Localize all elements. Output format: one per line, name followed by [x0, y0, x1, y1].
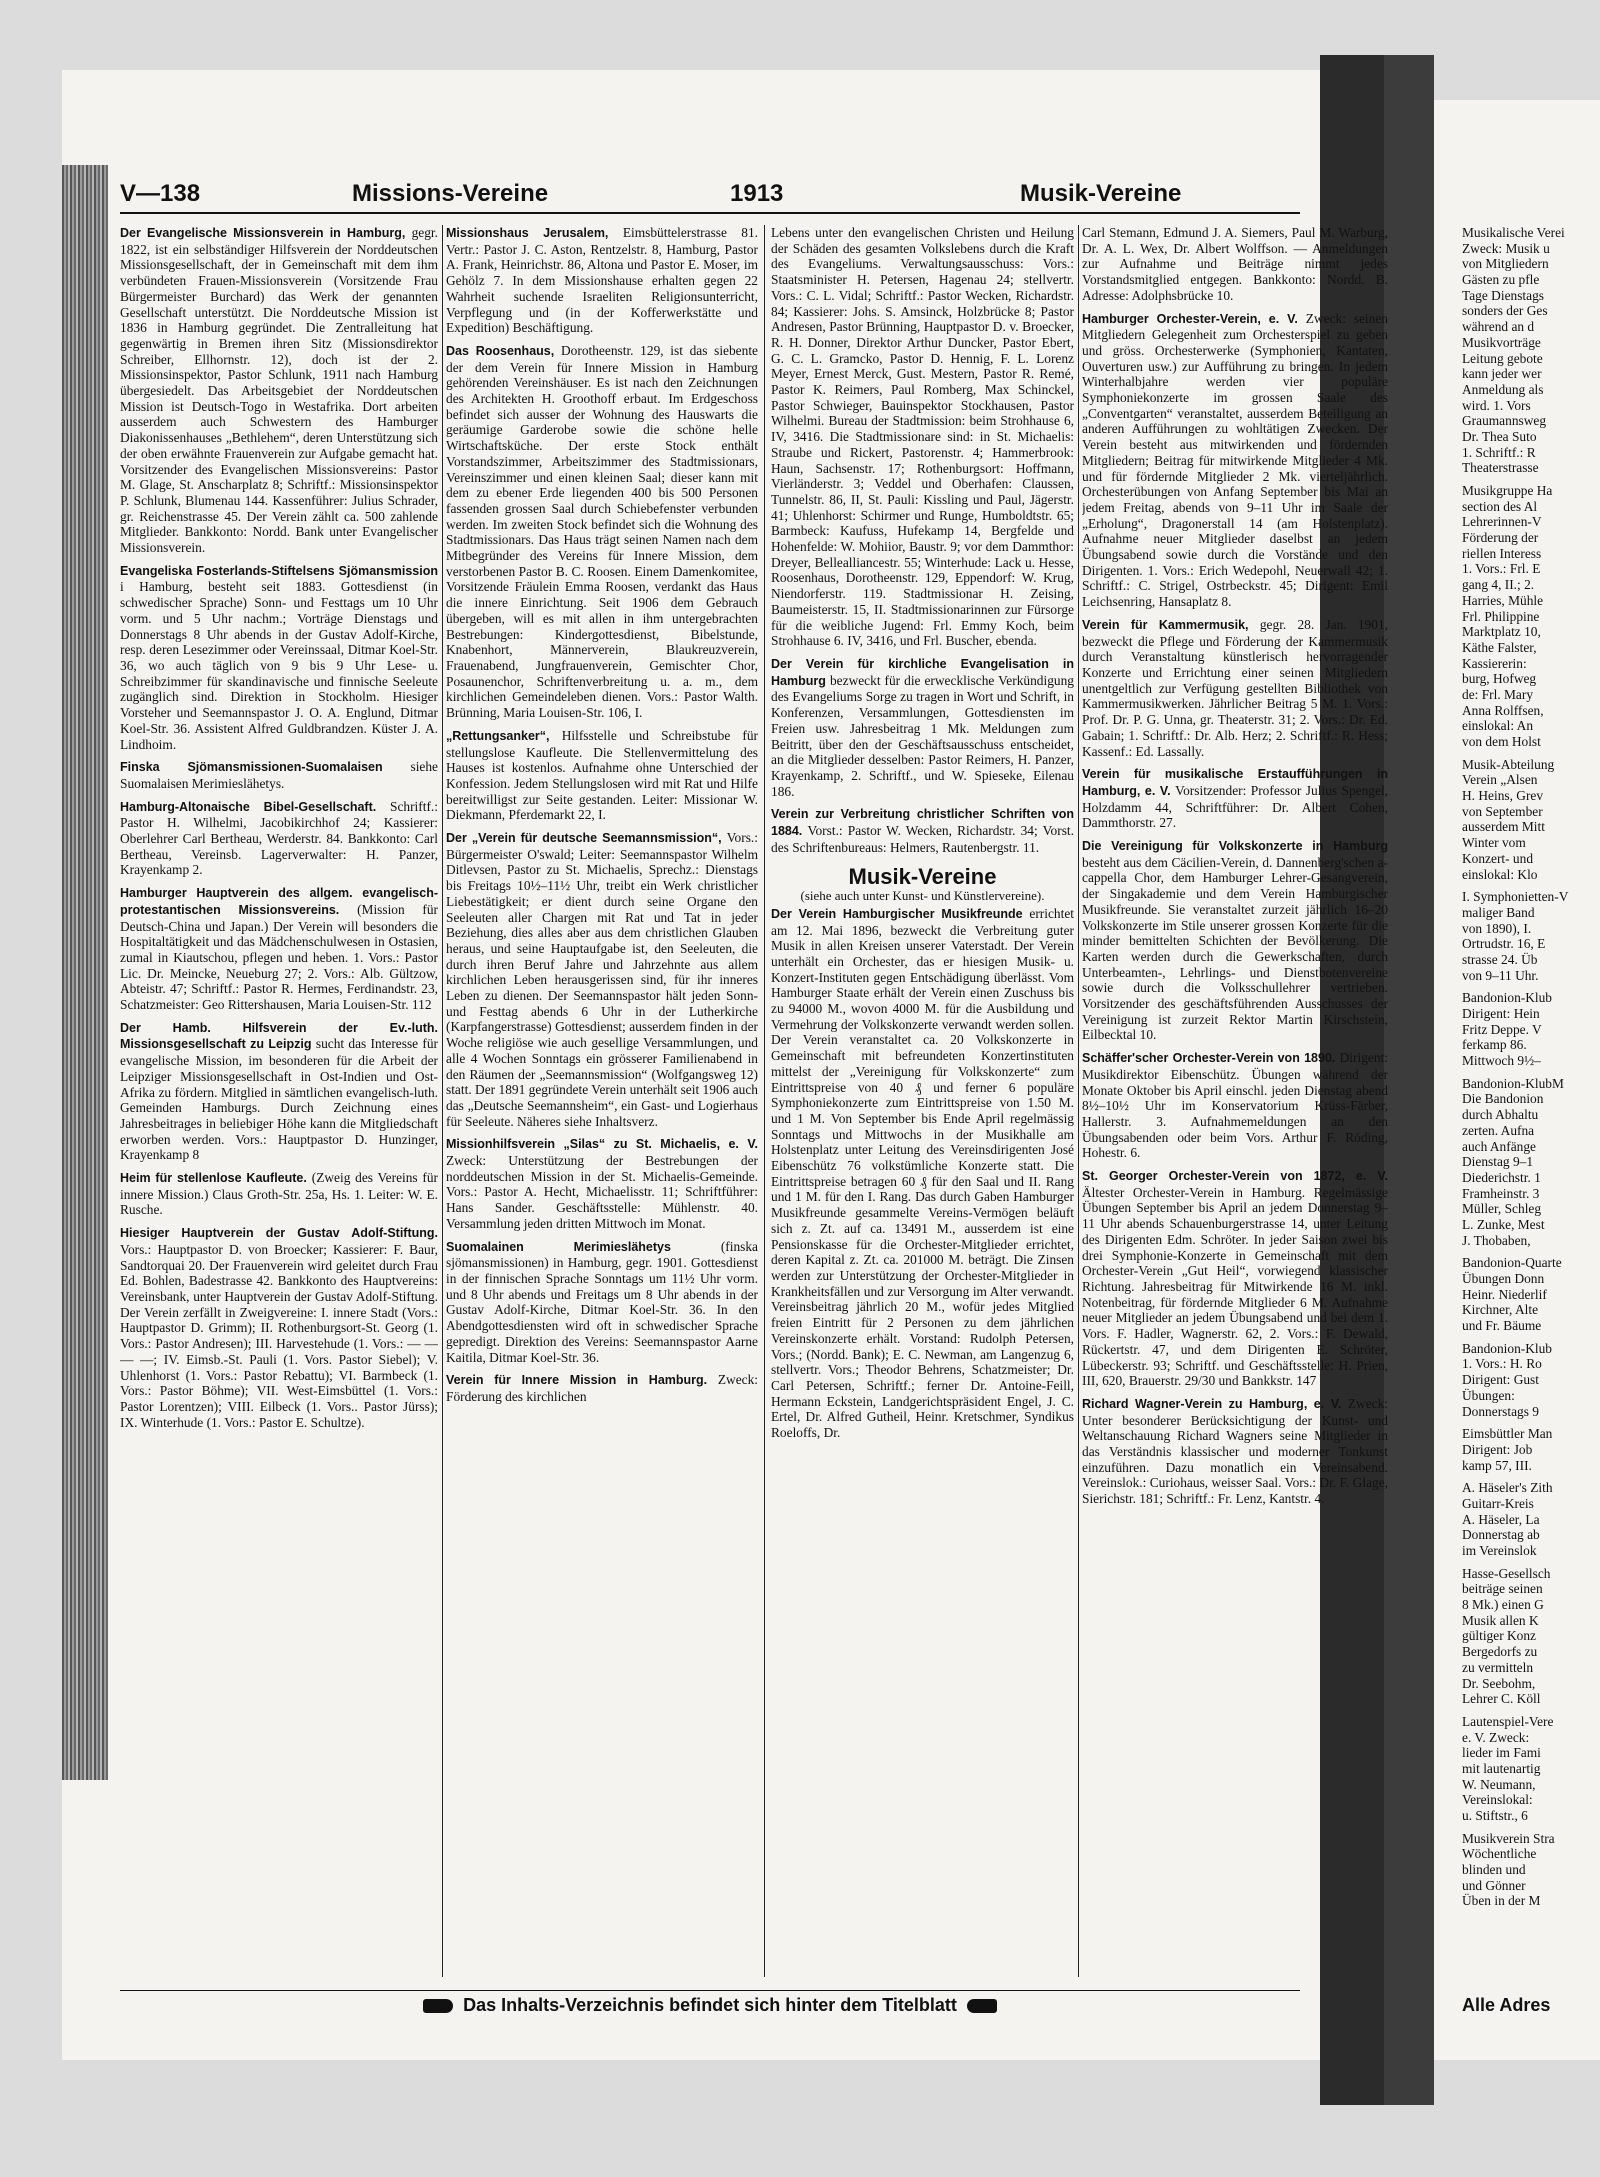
fragment-line: Lautenspiel-Vere — [1462, 1713, 1554, 1729]
entry-text: (finska sjömansmissionen) in Hamburg, gegr. 1901. Gottesdienst in der finnischen Sprache Sonntags um 11½ Uhr vorm. und 8 Uhr abends und Freitags um 8 Uhr abends in der Gustav Adolf-Kirche, Ditmar Koel-Str. 36. In den Abendgottesdiensten wird oft in schwedischer Sprache gepredigt. Direktion des Vereins: Seemannspastor Aarne Kaitila, Ditmar Koel-Str. 36. — [446, 1238, 758, 1365]
fragment-line: Musik allen K — [1462, 1612, 1539, 1628]
fragment-line: Theaterstrasse — [1462, 460, 1539, 476]
fragment-line: 1. Schriftf.: R — [1462, 444, 1536, 460]
running-head — [120, 178, 1300, 214]
column-rule — [1078, 225, 1079, 1977]
directory-entry — [446, 830, 758, 1129]
fragment-line: von Mitgliedern — [1462, 256, 1549, 272]
fragment-line: auch Anfänge — [1462, 1138, 1536, 1154]
directory-entry — [771, 656, 1074, 799]
fragment-line: Verein „Alsen — [1462, 772, 1538, 788]
fragment-line: 8 Mk.) einen G — [1462, 1597, 1544, 1613]
fragment-line: burg, Hofweg — [1462, 671, 1537, 687]
directory-entry — [1082, 1168, 1388, 1389]
fragment-line: H. Heins, Grev — [1462, 788, 1544, 804]
column-3 — [771, 225, 1074, 1980]
fragment-line: Dienstag 9–1 — [1462, 1154, 1534, 1170]
directory-entry — [446, 1372, 758, 1404]
directory-entry — [1082, 766, 1388, 831]
fragment-line: Kirchner, Alte — [1462, 1302, 1539, 1318]
fragment-line: Dirigent: Job — [1462, 1441, 1533, 1457]
column-1 — [120, 225, 438, 1980]
fragment-line: Guitarr-Kreis — [1462, 1495, 1534, 1511]
directory-entry — [1082, 838, 1388, 1043]
fragment-line: u. Stiftstr., 6 — [1462, 1808, 1528, 1823]
entry-text: errichtet am 12. Mai 1896, bezweckt die Verbreitung guter Musik in allen Kreisen unserer Vaterstadt. Der Verein unterhält ein Orchester, das er hiesigen Musik- u. Konzert-Instituten gegen Entschädigung überlässt. Vom Hamburger Staate erhält der Verein einen Zuschuss bis zu 94000 M., wovon 4000 M. für die Ausbildung und Vermehrung der Volkskonzerte verwandt werden sollen. Der Verein veranstaltet ca. 20 Volkskonzerte in Gemeinschaft mit befreundeten Konzertinstituten mittelst der „Vereinigung für Volkskonzerte“ zum Eintrittspreise von 40 ₰ und ferner 6 populäre Symphoniekonzerte zum Eintrittspreise von 1.50 M. und 1 M. Von September bis Ende April regelmässig Sonntags und Mittwochs in der Musikhalle am Holstenplatz unter Leitung des Vereinsdirigenten José Eibenschütz 76 volkstümliche Konzerte statt. Die Eintrittspreise betragen 60 ₰ für den Saal und II. Rang und 1 M. für den I. Rang. Das durch Gaben Hamburger Musikfreunde gesammelte Vereins-Vermögen beläuft sich z. Zt. auf ca. 13491 M., ausserdem ist eine Pensionskasse für die Orchester-Mitglieder errichtet, deren Kapital z. Zt. ca. 201000 M. beträgt. Die Zinsen werden zur Unterstützung der Orchester-Mitglieder in Krankheitsfällen und zur Versorgung im Alter verwandt. Vereinsbeitrag jährlich 20 M., wofür jedes Mitglied freien Eintritt für 2 Personen zu dem jährlichen Vereinskonzerte erhält. Vorstand: Rudolph Petersen, Vors.; (Nordd. Bank); E. C. Newman, am Langenzug 6, stellvertr. Vors.; Theodor Behrens, Schatzmeister; Dr. Carl Petersen, Schriftf.; ferner Dr. Antoine-Feill, Hermann Eckstein, Landgerichtspräsident Engel, J. C. Ertel, Dr. Alfred Gutheil, Heinr. Kretschmer, Syndikus Roeloffs, Dr. — [771, 905, 1074, 1441]
fragment-line: W. Neumann, — [1462, 1776, 1536, 1792]
fragment-line: zerten. Aufna — [1462, 1122, 1535, 1138]
fragment-line — [1462, 1419, 1600, 1426]
fragment-line: ausserdem Mitt — [1462, 819, 1545, 835]
fragment-line: Frl. Philippine — [1462, 608, 1540, 624]
fragment-line: Donnerstag ab — [1462, 1527, 1540, 1543]
fragment-line: Käthe Falster, — [1462, 639, 1537, 655]
entry-title: Schäffer'scher Orchester-Verein von 1890. — [1082, 1051, 1340, 1066]
directory-entry — [446, 728, 758, 823]
fragment-line: Gästen zu pfle — [1462, 272, 1540, 288]
directory-entry — [446, 343, 758, 721]
entry-text: Zweck: Unter besonderer Berücksichtigung der Kunst- und Weltanschauung Richard Wagners seine Mitglieder in das Verständnis klassischer und moderner Tonkunst einzuführen. Dazu monatlich ein Vereinsabend. Vereinslok.: Curiohaus, weisser Saal. Vors.: Dr. F. Glage, Sierichstr. 181; Schriftf.: Fr. Lenz, Kantstr. 4. — [1082, 1395, 1388, 1507]
fragment-line — [1462, 983, 1600, 990]
fragment-line: einslokal: An — [1462, 718, 1534, 734]
section-note: (siehe auch unter Kunst- und Künstlervereine). — [800, 888, 1045, 904]
fragment-line: Bandonion-KlubM — [1462, 1075, 1564, 1091]
right-section-title: Musik-Vereine — [1020, 180, 1182, 207]
fragment-line: Lehrerinnen-V — [1462, 514, 1542, 530]
fragment-line: gültiger Konz — [1462, 1628, 1537, 1644]
fragment-line: von September — [1462, 803, 1543, 819]
entry-text: Ältester Orchester-Verein in Hamburg. Regelmässige Übungen September bis April an jedem Donnerstag 9–11 Uhr abends Schauenburgerstrasse 14, unter Leitung des Dirigenten Edm. Schröter. In jeder Saison zwei bis drei Symphonie-Konzerte in Gemeinschaft mit dem Orchester-Verein „Gut Heil“, vorwiegend klassischer Richtung. Jahresbeitrag für Mitwirkende 16 M. inkl. Notenbeitrag, für fördernde Mitglieder 6 M. Aufnahme neuer Mitglieder an jedem Übungsabend und bei dem 1. Vors. F. Hadler, Wagnerstr. 62, 2. Vors.: F. Dewald, Rückertstr. 47, und dem Dirigenten E. Schröter, Lübeckerstr. 93; Schriftf. und Geschäftsstelle: H. Prien, III, 620, Brauerstr. 29/30 und Bankkstr. 147 — [1082, 1184, 1388, 1389]
fragment-line: und Fr. Bäume — [1462, 1318, 1542, 1334]
fragment-line: von 9–11 Uhr. — [1462, 967, 1539, 983]
left-section-title: Missions-Vereine — [352, 180, 549, 207]
entry-text: Zweck: Förderung des kirchlichen — [446, 1372, 758, 1404]
fragment-line — [1462, 1559, 1600, 1566]
entry-title: Der Verein für kirchliche Evangelisation in Hamburg — [771, 656, 1074, 688]
directory-entry — [120, 1020, 438, 1163]
right-page-footer: Alle Adres — [1462, 1995, 1551, 2015]
entry-text: Vorsitzender: Professor Julius Spengel, Holzdamm 44, Schriftführer: Dr. Albert Cohen, Dammthorstr. 27. — [1082, 782, 1388, 831]
entry-text: siehe Suomalaisen Merimieslähetys. — [120, 759, 438, 791]
entry-text: i Hamburg, besteht seit 1883. Gottesdienst (in schwedischer Sprache) Sonn- und Festtags um 10 Uhr vorm. und 5 Uhr nachm.; Vorträge Dienstags und Donnerstags 8 Uhr abends in der Gustav Adolf-Kirche, resp. deren Lesezimmer oder Vereinssaal, Ditmar Koel-Str. 36, wo auch täglich von 9 bis 9 Uhr Lese- u. Schreibzimmer für skandinavische und finnische Seeleute zugänglich sind. Direktion in Stockholm. Hiesiger Vorsteher und Seemannspastor J. O. A. Englund, Ditmar Koel-Str. 36. Assistent Alfred Guldbrandzen. Küster J. A. Lindhoim. — [120, 579, 438, 752]
fragment-line: Bergedorfs zu — [1462, 1644, 1538, 1660]
fragment-line: Müller, Schleg — [1462, 1201, 1542, 1217]
fragment-line: kann jeder wer — [1462, 366, 1542, 382]
fragment-line: Bandonion-Klub — [1462, 990, 1553, 1006]
right-page-column — [1462, 225, 1600, 1985]
entry-text: gegr. 1822, ist ein selbständiger Hilfsverein der Norddeutschen Missionsgesellschaft, der in Gemeinschaft mit dem ihm verbündeten Frauen-Missionsverein (Vorsitzende Frau Bürgermeister Burchard) das Werk der genannten Gesellschaft unterstützt. Die Norddeutsche Mission ist 1836 in Hamburg gegründet. Die Zentralleitung hat gegenwärtig in Bremen ihren Sitz (Missionsdirektor Schreiber, Ellhornstr. 12), doch ist der 2. Missionsinspektor, Pastor Schlunk, 1911 nach Hamburg übergesiedelt. Das Arbeitsgebiet der Norddeutschen Mission ist Deutsch-Togo in Westafrika. Dort arbeiten ausserdem auch Schwestern des Hamburger Diakonissenhauses „Bethlehem“, deren Unterstützung sich der oben erwähnte Frauenverein zur Aufgabe gemacht hat. Vorsitzender des Evangelischen Missionsvereins: Pastor M. Glage, St. Anscharplatz 8; Schriftf.: Missionsinspektor P. Schlunk, Blumenau 144. Kassenführer: Julius Schrader, gr. Reichenstrasse 45. Der Verein zählt ca. 500 zahlende Mitglieder. Bankkonto: Nordd. Bank unter Evangelischer Missionsverein. — [120, 225, 438, 556]
entry-text: Schriftf.: Pastor H. Wilhelmi, Jacobikirchhof 24; Kassierer: Oberlehrer Carl Bertheau, Werderstr. 84. Bankkonto: Carl Bertheau, Vereinsb. Lagerverwalter: H. Panzer, Krayenkamp 2. — [120, 798, 438, 878]
fragment-line: zu vermitteln — [1462, 1659, 1534, 1675]
fragment-line: Kassiererin: — [1462, 655, 1527, 671]
directory-entry — [120, 563, 438, 752]
fragment-line: Mittwoch 9½– — [1462, 1053, 1541, 1069]
entry-title: Der „Verein für deutsche Seemannsmission“, — [446, 831, 727, 846]
fragment-line: Ortrudstr. 16, E — [1462, 936, 1546, 952]
book-gutter-shadow — [1384, 55, 1434, 2105]
fragment-line: 1. Vors.: Frl. E — [1462, 561, 1541, 577]
fragment-line: und Gönner — [1462, 1877, 1526, 1893]
entry-title: Verein für Innere Mission in Hamburg. — [446, 1373, 718, 1388]
directory-entry — [120, 1170, 438, 1218]
entry-text: bezweckt für die erwecklische Verkündigung des Evangeliums Sorge zu tragen in Wort und Schrift, in Konferenzen, Versammlungen, Gottesdiensten im Freien usw. Jahresbeitrag 1 Mk. Meldungen zum Beitritt, über den der Geschäftsausschuss entscheidet, an die Mitglieder desselben: Pastor Reimers, H. Panzer, Krayenkamp, 2. Schriftf., und W. Spieseke, Eilenau 186. — [771, 672, 1074, 799]
page-edge-binding — [62, 165, 108, 1780]
directory-entry — [120, 885, 438, 1013]
entry-title: Hamburger Hauptverein des allgem. evangelisch-protestantischen Missionsvereins. — [120, 886, 438, 917]
entry-text: gegr. 28. Jan. 1901, bezweckt die Pflege und Förderung der Kammermusik durch Veranstaltung künstlerisch hervorragender Konzerte und Errichtung einer seinen Mitgliedern unentgeltlich zur Verfügung gestellten Bibliothek von Kammermusikwerken. Jährlicher Beitrag 5 M. 1. Vors.: Prof. Dr. P. G. Unna, gr. Theaterstr. 31; 2. Vors.: Dr. Ed. Gabain; 1. Schriftf.: Dr. Alb. Herz; 2. Schriftf.: R. Hess; Kassenf.: Ed. Lassally. — [1082, 616, 1388, 759]
fragment-line: L. Zunke, Mest — [1462, 1216, 1545, 1232]
fragment-line: Bandonion-Quarte — [1462, 1255, 1562, 1271]
fragment-line: Harries, Mühle — [1462, 592, 1544, 608]
entry-text: Vorst.: Pastor W. Wecken, Richardstr. 34; Vorst. des Schriftenbureaus: Helmers, Rautenbergstr. 11. — [771, 823, 1074, 855]
section-title: Musik-Vereine — [848, 864, 997, 890]
fragment-line: Förderung der — [1462, 530, 1539, 546]
directory-entry — [771, 806, 1074, 855]
fragment-line: Musikverein Stra — [1462, 1830, 1555, 1846]
fragment-line: von dem Holst — [1462, 734, 1541, 749]
entry-text: Lebens unter den evangelischen Christen und Heilung der Schäden des gesamten Volkslebens durch die Kraft des Evangeliums. Verwaltungsausschuss: Vors.: Staatsminister H. Petersen, Hagenau 24; stellvertr. Vors.: C. L. Vidal; Schriftf.: Pastor Wecken, Richardstr. 84; Kassierer: Johs. S. Amsinck, Holzbrücke 8; Pastor Andresen, Pastor Brünning, Hauptpastor D. v. Broecker, R. H. Donner, Direktor Arthur Duncker, Pastor Ebert, G. C. L. Gramcko, Pastor D. Hennig, F. L. Lorenz Meyer, Ernest Merck, Gust. Mestern, Pastor R. Remé, Pastor K. Reimers, Paul Romberg, Max Schinckel, Pastor Schwieger, Bauinspektor Stockhausen, Pastor Wilhelmi. Bureau der Stadtmission: beim Strohhause 6, IV, 3416. Die Stadtmissionare sind: in St. Michaelis: Straube und Rickert, Pastorenstr. 4; Hammerbrook: Haun, Sachsenstr. 17; Rothenburgsort: Hoffmann, Vierländerstr. 3; Veddel und Oberhafen: Claussen, Tunnelstr. 86, II, St. Pauli: Kissling und Paul, Jägerstr. 41; Uhlenhorst: Schirmer und Runge, Humboldtstr. 65; Barmbeck: Kaufuss, Hufekamp 14, Bergfelde und Hohenfelde: W. Mohiior, Baustr. 9; vor dem Dammthor: Dreyer, Bellealliancestr. 55; Winterhude: Lack u. Hesse, Roosenhaus, Dorotheenstr. 129, Eppendorf: W. Krug, Niendorferstr. 119. Stadtmissionar H. Zeising, Baumeisterstr. 15, II. Stadtmissionarinnen zur Fürsorge für die weibliche Jugend: Frl. Emmy Koch, beim Strohhause 6. IV, 3416, und Frl. Buscher, ebenda. — [771, 225, 1074, 649]
fragment-line: 1. Vors.: H. Ro — [1462, 1356, 1542, 1372]
page-number: V—138 — [120, 180, 201, 207]
fragment-line — [1462, 1707, 1600, 1714]
fragment-line — [1462, 882, 1600, 889]
fragment-line: wird. 1. Vors — [1462, 397, 1531, 413]
fragment-line: Framheinstr. 3 — [1462, 1185, 1540, 1201]
directory-entry — [1082, 617, 1388, 759]
fragment-line: von 1890), I. — [1462, 920, 1532, 936]
entry-text: Dirigent: Musikdirektor Eibenschütz. Übungen während der Monate Oktober bis April einschl. jeden Dienstag abend 8½–10½ Uhr im Konservatorium Krüss-Färber, Hallerstr. 3. Aufnahmemeldungen an den Übungsabenden oder beim Vors. Arthur F. Röding, Hohestr. 6. — [1082, 1050, 1388, 1161]
fragment-line — [1462, 1334, 1600, 1341]
year: 1913 — [730, 180, 784, 207]
fragment-line: strasse 24. Üb — [1462, 951, 1538, 967]
fragment-line: beiträge seinen — [1462, 1581, 1543, 1597]
directory-entry — [120, 799, 438, 879]
entry-text: Zweck: Unterstützung der Bestrebungen der norddeutschen Mission in der St. Michaelis-Gemeinde. Vors.: Pastor A. Hecht, Michaelisstr. 11; Schriftführer: Hans Sander. Geschäftsstelle: Mühlenstr. 40. Versammlung jeden dritten Mittwoch im Monat. — [446, 1153, 758, 1231]
directory-entry — [446, 1136, 758, 1231]
entry-text: Dorotheenstr. 129, ist das siebente der dem Verein für Innere Mission in Hamburg gehörenden Vereinshäuser. Es ist nach den Zeichnungen des Architekten H. Groothoff erbaut. Im Erdgeschoss befindet sich ausser der Wohnung des Hauswarts die geräumige Garderobe sowie die schöne helle Wirtschaftsküche. Der erste Stock enthält Vorstandszimmer, Arbeitszimmer des Stadtmissionars, Vereinszimmer und einen kleinen Saal; dieser kann mit dem zu ebener Erde liegenden 400 bis 500 Personen fassenden grossen Saal durch Schiebefenster verbunden werden. Im zweiten Stock befindet sich die Wohnung des Stadtmissionars. Das Haus trägt seinen Namen nach dem Mitbegründer des Vereins für Innere Mission, dem verstorbenen Pastor B. C. Roosen. Einem Damenkomitee, Vorsitzende Fräulein Emma Roosen, verdankt das Haus die innere Einrichtung. Seit 1906 dem Gebrauch übergeben, will es mit allen in ihm untergebrachten Bestrebungen: Kindergottesdienst, Bibelstunde, Knabenhort, Männerverein, Blaukreuzverein, Frauenabend, Jungfrauenverein, Gemischter Chor, Posaunenchor, Schriftenverbreitung u. a. m., dem kirchlichen Gemeindeleben dienen. Vors.: Pastor Walth. Brünning, Maria Louisen-Str. 106, I. — [446, 342, 758, 721]
fragment-line: sonders der Ges — [1462, 303, 1548, 319]
entry-title: Der Hamb. Hilfsverein der Ev.-luth. Missionsgesellschaft zu Leipzig — [120, 1020, 438, 1052]
fragment-line: Bandonion-Klub — [1462, 1340, 1553, 1356]
entry-text: besteht aus dem Cäcilien-Verein, d. Dannenberg'schen a-cappella Chor, dem Hamburger Lehrer-Gesangverein, der Singakademie und dem Verein Hamburgischer Musikfreunde. Sie veranstaltet zurzeit jährlich 16–20 Volkskonzerte im Stile unserer grossen Konzerte für die minder bemittelten Schichten der Bevölkerung. Die Karten werden durch die Gewerkschaften, durch Unterbeamten-, Lehrlings- und Dienstbotenvereine sowie durch die Volksschullehrer vertrieben. Vorsitzender des geschäftsführenden Ausschusses der Vereinigung ist zurzeit Rektor Martin Kirschstein, Eilbecktal 10. — [1082, 854, 1388, 1043]
fragment-line: Graumannsweg — [1462, 413, 1547, 429]
entry-title: Hamburg-Altonaische Bibel-Gesellschaft. — [120, 799, 391, 814]
directory-entry — [1082, 311, 1388, 610]
entry-text: Vors.: Bürgermeister O'swald; Leiter: Seemannspastor Wilhelm Ditlevsen, Pastor zu St. Michaelis, Sprechz.: Dienstags bis Freitags 10½–11½ Uhr, treibt ein Werk christlicher Liebestätigkeit; er dient durch seine Organe den Seeleuten aller Chargen mit Rat und Tat in jeder Beziehung, dies alles aber aus dem christlichen Glauben heraus, und seine Hauptaufgabe ist, den Seeleuten, die durch ihren Beruf Jahre und Jahrzehnte aus allem kirchlichen Leben herausgerissen sind, für ihr inneres Leben zu dienen. Der Seemannspastor hält jeden Sonn- und Festtag abends 6 Uhr in der Lutherkirche (Karpfangerstrasse) Gottesdienst; ausserdem finden in der Woche religiöse wie auch gesellige Versammlungen, und alle 4 Wochen Sonntags ein grösserer Familienabend in den Räumen der „Seemannsmission“ (Wolfgangsweg 12) statt. Der 1891 gegründete Verein unterhält seit 1906 auch das „Deutsche Seemannsheim“, ein Gast- und Logierhaus für Seeleute. Näheres siehe Inhaltsverz. — [446, 830, 758, 1129]
fragment-line: durch Abhaltu — [1462, 1107, 1539, 1123]
fragment-line: Musikgruppe Ha — [1462, 483, 1553, 498]
entry-title: Verein zur Verbreitung christlicher Schriften von 1884. — [771, 807, 1074, 839]
fragment-line: Übungen Donn — [1462, 1271, 1545, 1286]
fragment-line: blinden und — [1462, 1862, 1526, 1878]
fragment-line — [1462, 1473, 1600, 1480]
fragment-line: gang 4, II.; 2. — [1462, 577, 1535, 593]
column-2 — [446, 225, 758, 1980]
entry-title: Missionhilfsverein „Silas“ zu St. Michaelis, e. V. — [446, 1137, 758, 1152]
right-page-fragment — [1434, 100, 1600, 2060]
entry-title: Der Evangelische Missionsverein in Hamburg, — [120, 226, 412, 240]
fragment-line: Die Bandonion — [1462, 1091, 1544, 1107]
fragment-line: Tage Dienstags — [1462, 287, 1544, 303]
fragment-line: ferkamp 86. — [1462, 1037, 1527, 1053]
fragment-line: kamp 57, III. — [1462, 1457, 1532, 1473]
fragment-line: im Vereinslok — [1462, 1543, 1537, 1558]
entry-title: Der Verein Hamburgischer Musikfreunde — [771, 906, 1030, 921]
fragment-line: Wöchentliche — [1462, 1846, 1537, 1862]
fragment-line: de: Frl. Mary — [1462, 686, 1534, 702]
entry-title: „Rettungsanker“, — [446, 728, 562, 743]
entry-title: Verein für Kammermusik, — [1082, 617, 1260, 632]
fragment-line: Hasse-Gesellsch — [1462, 1565, 1551, 1581]
fragment-line: Dr. Thea Suto — [1462, 428, 1537, 444]
fragment-line — [1462, 1248, 1600, 1255]
entry-title: Finska Sjömansmissionen-Suomalaisen — [120, 760, 411, 775]
fragment-line: Lehrer C. Köll — [1462, 1691, 1541, 1707]
fragment-line: einslokal: Klo — [1462, 866, 1538, 882]
pointing-hand-icon — [423, 1999, 453, 2013]
fragment-line: Fritz Deppe. V — [1462, 1021, 1542, 1037]
directory-entry — [120, 759, 438, 791]
column-rule — [442, 225, 443, 1977]
fragment-line: Dr. Seebohm, — [1462, 1675, 1536, 1691]
directory-entry — [771, 906, 1074, 1441]
fragment-line: Musikvorträge — [1462, 334, 1541, 350]
fragment-line: riellen Interess — [1462, 545, 1542, 561]
fragment-line: Marktplatz 10, — [1462, 624, 1541, 640]
fragment-line: Üben in der M — [1462, 1893, 1541, 1909]
directory-entry — [120, 225, 438, 556]
entry-text: sucht das Interesse für evangelische Mission, im besonderen für die Arbeit der Leipziger Missionsgesellschaft in Ost-Indien und Ost-Afrika zu fördern. Mitglied in sämtlichen evangelisch-luth. Gemeinden Hamburgs. Durch Zeichnung eines Jahresbeitrages in beliebiger Höhe kann die Mitgliedschaft erworben werden. Vors.: Hauptpastor D. Hunzinger, Krayenkamp 8 — [120, 1036, 438, 1163]
fragment-line: e. V. Zweck: — [1462, 1729, 1530, 1745]
fragment-line — [1462, 476, 1600, 483]
directory-entry — [1082, 1050, 1388, 1161]
entry-text: Carl Stemann, Edmund J. A. Siemers, Paul M. Warburg, Dr. A. L. Wex, Dr. Albert Wolffson. — Anmeldungen zur Aufnahme und Beiträge nimmt jedes Vorstandsmitglied entgegen. Bankkonto: Nordd. B. Adresse: Adolphsbrücke 10. — [1082, 225, 1388, 303]
directory-entry — [1082, 225, 1388, 304]
directory-entry — [1082, 1396, 1388, 1507]
fragment-line: Anna Rolffsen, — [1462, 702, 1544, 718]
directory-entry — [771, 225, 1074, 649]
fragment-line: Donnerstags 9 — [1462, 1403, 1539, 1419]
entry-title: Suomalainen Merimieslähetys — [446, 1239, 721, 1254]
fragment-line: Leitung gebote — [1462, 350, 1543, 366]
footer-note: Das Inhalts-Verzeichnis befindet sich hinter dem Titelblatt — [463, 1995, 957, 2015]
entry-title: Evangeliska Fosterlands-Stiftelsens Sjömansmission — [120, 563, 438, 578]
fragment-line — [1462, 1824, 1600, 1831]
entry-text: Eimsbüttelerstrasse 81. Vertr.: Pastor J. C. Aston, Rentzelstr. 8, Hamburg, Pastor A. Frank, Heinrichstr. 86, Altona und Pastor E. Moser, im Gehölz 7. In dem Missionshause erhalten gegen 22 Wahrheit suchende Israeliten Religionsunterricht, Verpflegung und (in der Kofferwerkstätte und Expedition) Beschäftigung. — [446, 225, 758, 336]
entry-title: Richard Wagner-Verein zu Hamburg, e. V. — [1082, 1396, 1348, 1411]
fragment-line: I. Symphonietten-V — [1462, 889, 1569, 905]
fragment-line: Heinr. Niederlif — [1462, 1286, 1547, 1302]
fragment-line: Musik-Abteilung — [1462, 756, 1555, 772]
entry-title: Heim für stellenlose Kaufleute. — [120, 1171, 312, 1186]
fragment-line: Zweck: Musik u — [1462, 240, 1550, 256]
fragment-line: Musikalische Verei — [1462, 225, 1565, 240]
entry-text: (Zweig des Vereins für innere Mission.) Claus Groth-Str. 25a, Hs. 1. Leiter: W. E. Rusche. — [120, 1170, 438, 1218]
fragment-line: Übungen: — [1462, 1387, 1515, 1403]
fragment-line: J. Thobaben, — [1462, 1232, 1531, 1248]
entry-text: (Mission für Deutsch-China und Japan.) Der Verein will besonders die Hospitaltätigkeit und das Mädchenschulwesen in Ostasien, zumal in Kiautschou, pflegen und heben. 1. Vors.: Pastor Lic. Dr. Meincke, Neueburg 27; 2. Vors.: Alb. Gültzow, Abteistr. 47; Schriftf.: Pastor R. Hermes, Ferdinandstr. 23, Schatzmeister: Geo Rittershausen, Maria Louisen-Str. 112 — [120, 901, 438, 1013]
fragment-line: Dirigent: Hein — [1462, 1006, 1540, 1021]
entry-text: Vors.: Hauptpastor D. von Broecker; Kassierer: F. Baur, Sandtorquai 20. Der Frauenverein wird geleitet durch Frau Ed. Bohlen, Badestrasse 42. Bankkonto des Hauptvereins: Vereinsbank, unter Hauptverein der Gustav Adolf-Stiftung. Der Verein zerfällt in Zweigvereine: I. innere Stadt (Vors.: Hauptpastor D. Grimm); II. Rothenburgsort-St. Georg (1. Vors.: Pastor Andresen); III. Harvestehude (1. Vors.: — — — —; IV. Eimsb.-St. Pauli (1. Vors. Pastor Siebel); V. Uhlenhorst (1. Vors.: Pastor Rebattu); VI. Barmbeck (1. Vors.: Pastor Böhme); VII. West-Eimsbüttel (1. Vors.: Pastor Lorentzen); VIII. Eilbeck (1. Vors.. Pastor Jürss); IX. Winterhude (1. Vors.: Pastor E. Schultze). — [120, 1241, 438, 1430]
directory-entry — [446, 1239, 758, 1366]
entry-title: Hiesiger Hauptverein der Gustav Adolf-Stiftung. — [120, 1226, 438, 1241]
fragment-line — [1462, 750, 1600, 757]
fragment-line: maliger Band — [1462, 904, 1535, 920]
entry-text: Hilfsstelle und Schreibstube für stellungslose Kaufleute. Die Stellenvermittelung des Hauses ist kostenlos. Aufnahme ohne Unterschied der Konfession. Jedem Stellungslosen wird mit Rat und Hilfe bereitwilligst zur Seite gestanden. Leiter: Missionar W. Diekmann, Pferdemarkt 22, I. — [446, 727, 758, 823]
section-heading — [771, 864, 1074, 904]
page-footer — [120, 1990, 1300, 2023]
entry-text: Zweck: seinen Mitgliedern Gelegenheit zum Orchesterspiel zu geben und gröss. Orchesterwerke (Symphonien, Kantaten, Ouverturen usw.) zur Aufführung zu bringen. In jedem Winterhalbjahre werden vier populäre Symphoniekonzerte im grossen Saale des „Conventgarten“ veranstaltet, ausserdem Beteiligung an anderen Aufführungen zu wohltätigen Zwecken. Der Verein besteht aus mitwirkenden und fördernden Mitgliedern; Beitrag für mitwirkende Mitglieder 4 Mk. und für fördernde Mitglieder 2 Mk. vierteljährlich. Orchesterübungen von Anfang September bis Mai an jedem Freitag, abends von 9–11 Uhr im Saale der „Erholung“, Dragonerstall 14 (am Holstenplatz). Aufnahme neuer Mitglieder daselbst an jedem Übungsabend sowie durch die Vorstände und den Dirigenten. 1. Vors.: Erich Wedepohl, Neuerwall 42; 1. Schriftf.: C. Strigel, Ostrbeckstr. 45; Dirigent: Emil Leichsenring, Hansaplatz 8. — [1082, 310, 1388, 610]
pointing-hand-icon — [967, 1999, 997, 2013]
entry-title: Hamburger Orchester-Verein, e. V. — [1082, 311, 1306, 326]
fragment-line: Dirigent: Gust — [1462, 1372, 1539, 1388]
column-4 — [1082, 225, 1388, 1980]
entry-title: Das Roosenhaus, — [446, 343, 561, 358]
fragment-line: Vereinslokal: — [1462, 1792, 1533, 1808]
fragment-line: Konzert- und — [1462, 850, 1534, 866]
fragment-line — [1462, 1069, 1600, 1076]
fragment-line: lieder im Fami — [1462, 1745, 1541, 1761]
fragment-line: Winter vom — [1462, 835, 1526, 851]
fragment-line: Eimsbüttler Man — [1462, 1426, 1553, 1442]
fragment-line: während an d — [1462, 319, 1535, 335]
entry-title: Missionshaus Jerusalem, — [446, 226, 623, 240]
column-rule — [764, 225, 765, 1977]
entry-title: Die Vereinigung für Volkskonzerte in Hamburg — [1082, 839, 1388, 854]
entry-title: Verein für musikalische Erstaufführungen in Hamburg, e. V. — [1082, 767, 1388, 798]
fragment-line: mit lautenartig — [1462, 1760, 1541, 1776]
directory-entry — [446, 225, 758, 336]
fragment-line: section des Al — [1462, 498, 1538, 514]
directory-entry — [120, 1225, 438, 1430]
fragment-line: Anmeldung als — [1462, 381, 1544, 397]
fragment-line: Diederichstr. 1 — [1462, 1169, 1541, 1185]
fragment-line: A. Häseler, La — [1462, 1511, 1540, 1527]
entry-title: St. Georger Orchester-Verein von 1872, e. V. — [1082, 1169, 1388, 1184]
fragment-line: A. Häseler's Zith — [1462, 1480, 1553, 1496]
